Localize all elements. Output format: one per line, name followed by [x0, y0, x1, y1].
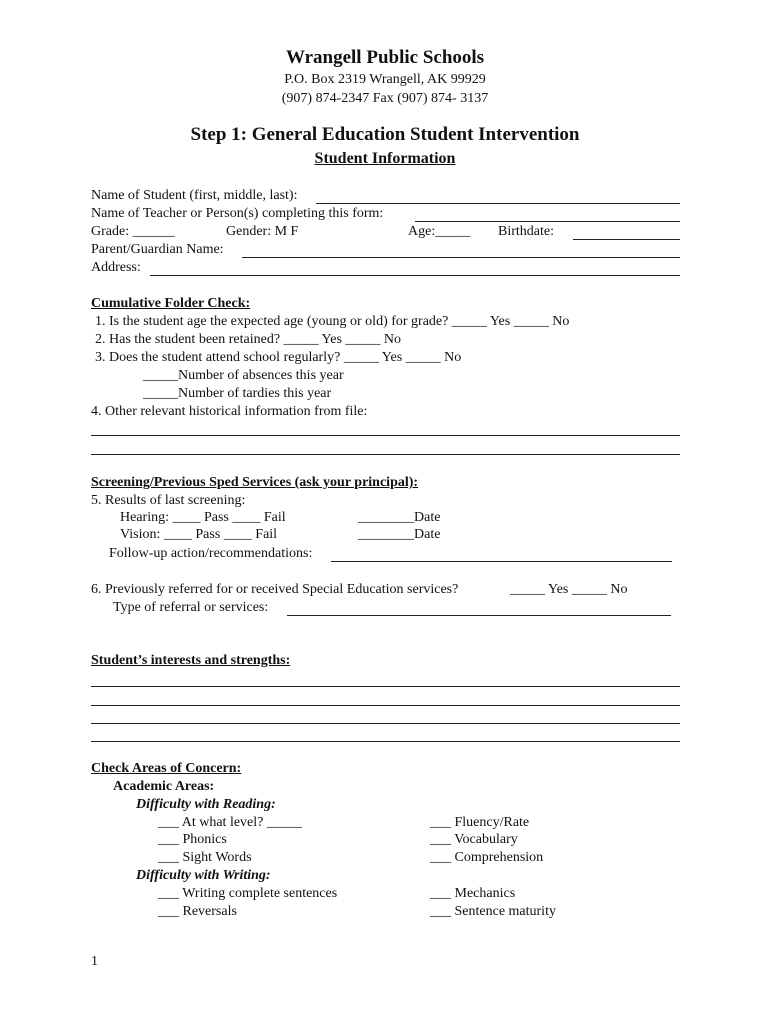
reading-option-vocabulary[interactable]: ___ Vocabulary: [430, 832, 518, 847]
age-field[interactable]: Age:_____: [408, 224, 471, 239]
reading-option-level[interactable]: ___ At what level? _____: [158, 815, 302, 830]
question-1[interactable]: 1. Is the student age the expected age (young or old) for grade? _____ Yes _____ No: [95, 314, 570, 329]
academic-areas-heading: Academic Areas:: [113, 779, 215, 794]
writing-option-sentences[interactable]: ___ Writing complete sentences: [158, 886, 338, 901]
interests-line-2[interactable]: [91, 705, 680, 706]
reading-option-sight-words[interactable]: ___ Sight Words: [158, 850, 252, 865]
school-name: Wrangell Public Schools: [285, 47, 485, 68]
question-5: 5. Results of last screening:: [91, 493, 246, 508]
birthdate-label: Birthdate:: [498, 224, 554, 239]
page-title: Step 1: General Education Student Intervention: [190, 124, 580, 145]
guardian-name-field[interactable]: [242, 257, 680, 258]
followup-label: Follow-up action/recommendations:: [109, 546, 313, 561]
hearing-date[interactable]: ________Date: [358, 510, 441, 525]
screening-heading: Screening/Previous Sped Services (ask your principal):: [91, 475, 419, 490]
interests-line-1[interactable]: [91, 686, 680, 687]
absences-field[interactable]: _____Number of absences this year: [143, 368, 344, 383]
gender-field[interactable]: Gender: M F: [226, 224, 299, 239]
school-phone: (907) 874-2347 Fax (907) 874- 3137: [281, 91, 489, 106]
followup-field[interactable]: [331, 561, 672, 562]
question-4: 4. Other relevant historical information from file:: [91, 404, 368, 419]
reading-heading: Difficulty with Reading:: [136, 797, 276, 812]
student-name-label: Name of Student (first, middle, last):: [91, 188, 298, 203]
grade-field[interactable]: Grade: ______: [91, 224, 175, 239]
concerns-heading: Check Areas of Concern:: [91, 761, 242, 776]
history-line-1[interactable]: [91, 435, 680, 436]
question-6-options[interactable]: _____ Yes _____ No: [510, 582, 628, 597]
writing-option-reversals[interactable]: ___ Reversals: [158, 904, 237, 919]
student-name-field[interactable]: [316, 203, 680, 204]
hearing-result[interactable]: Hearing: ____ Pass ____ Fail: [120, 510, 286, 525]
vision-result[interactable]: Vision: ____ Pass ____ Fail: [120, 527, 278, 542]
writing-heading: Difficulty with Writing:: [136, 868, 271, 883]
address-field[interactable]: [150, 275, 680, 276]
reading-option-fluency[interactable]: ___ Fluency/Rate: [430, 815, 530, 830]
school-address: P.O. Box 2319 Wrangell, AK 99929: [284, 72, 486, 87]
address-label: Address:: [91, 260, 141, 275]
page-number: 1: [91, 954, 98, 969]
writing-option-mechanics[interactable]: ___ Mechanics: [430, 886, 516, 901]
interests-line-3[interactable]: [91, 723, 680, 724]
question-2[interactable]: 2. Has the student been retained? _____ Yes _____ No: [95, 332, 402, 347]
referral-field[interactable]: [287, 615, 671, 616]
vision-date[interactable]: ________Date: [358, 527, 441, 542]
cumulative-heading: Cumulative Folder Check:: [91, 296, 251, 311]
referral-label: Type of referral or services:: [113, 600, 269, 615]
reading-option-comprehension[interactable]: ___ Comprehension: [430, 850, 544, 865]
interests-heading: Student’s interests and strengths:: [91, 653, 291, 668]
question-6: 6. Previously referred for or received Special Education services?: [91, 582, 459, 597]
tardies-field[interactable]: _____Number of tardies this year: [143, 386, 332, 401]
writing-option-sentence-maturity[interactable]: ___ Sentence maturity: [430, 904, 556, 919]
guardian-name-label: Parent/Guardian Name:: [91, 242, 224, 257]
interests-line-4[interactable]: [91, 741, 680, 742]
birthdate-field[interactable]: [573, 239, 680, 240]
question-3[interactable]: 3. Does the student attend school regularly? _____ Yes _____ No: [95, 350, 462, 365]
history-line-2[interactable]: [91, 454, 680, 455]
teacher-name-field[interactable]: [415, 221, 680, 222]
section-subtitle: Student Information: [314, 150, 456, 167]
reading-option-phonics[interactable]: ___ Phonics: [158, 832, 227, 847]
teacher-name-label: Name of Teacher or Person(s) completing this form:: [91, 206, 384, 221]
